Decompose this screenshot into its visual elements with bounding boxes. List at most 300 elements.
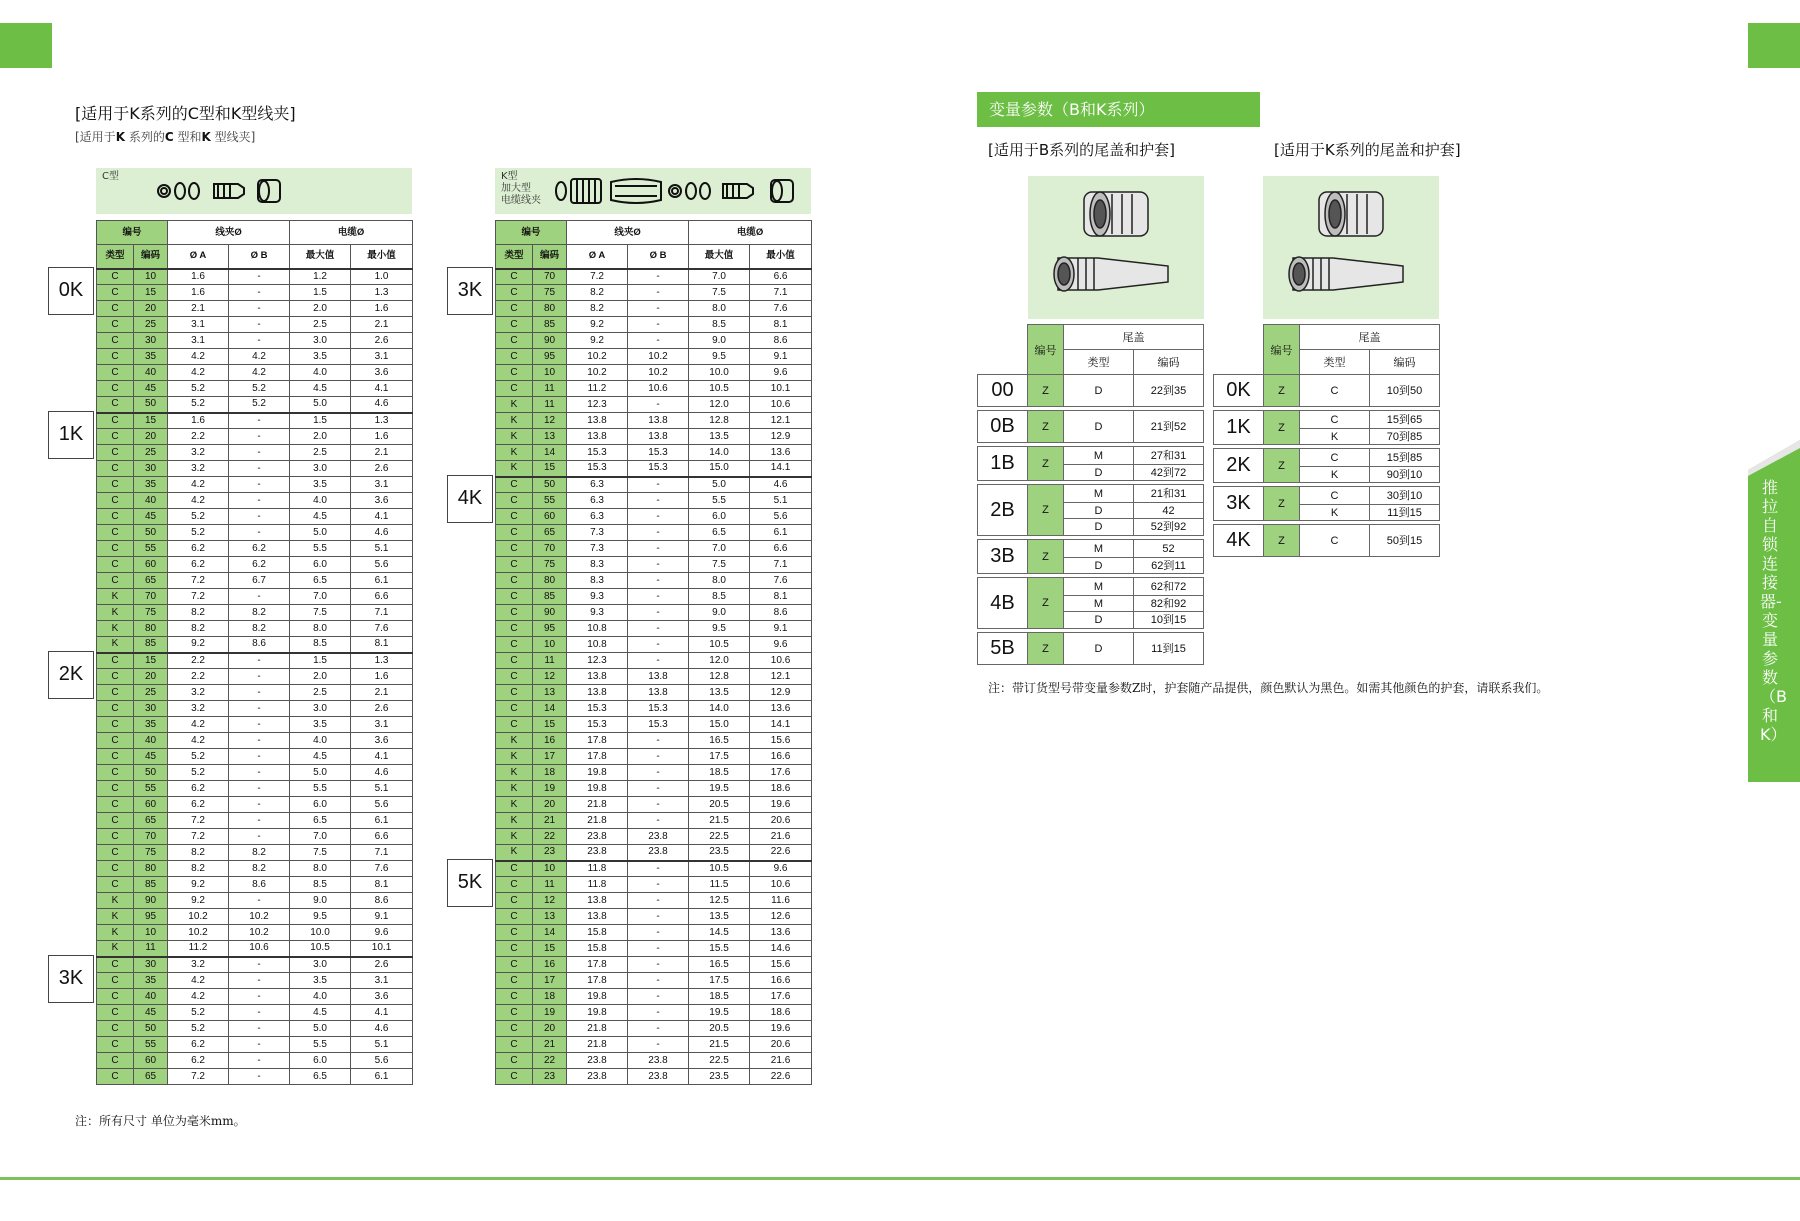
cell-min: 6.6 bbox=[351, 589, 413, 605]
cell-type: C bbox=[496, 269, 533, 285]
cell-phi-a: 5.2 bbox=[168, 525, 229, 541]
table-row bbox=[496, 877, 812, 893]
corner-accent-right bbox=[1748, 23, 1800, 68]
cell-type: C bbox=[97, 477, 134, 493]
cell-phi-b: - bbox=[628, 973, 689, 989]
cell-code: 15 bbox=[533, 461, 567, 477]
cell-min: 12.9 bbox=[750, 429, 812, 445]
cell-z: Z bbox=[1028, 447, 1064, 481]
cell-max: 10.0 bbox=[689, 365, 750, 381]
cell-max: 1.2 bbox=[290, 269, 351, 285]
header-end-cap: 尾盖 bbox=[1064, 325, 1204, 350]
cap-type-value: D bbox=[1064, 518, 1133, 534]
table-row bbox=[496, 749, 812, 765]
cell-phi-b: - bbox=[229, 589, 290, 605]
cell-min: 5.1 bbox=[750, 493, 812, 509]
cell-code: 85 bbox=[134, 637, 168, 653]
cell-min: 10.6 bbox=[750, 877, 812, 893]
cell-code: 50 bbox=[134, 525, 168, 541]
cell-min: 10.6 bbox=[750, 653, 812, 669]
cell-min: 10.1 bbox=[750, 381, 812, 397]
cell-min: 5.6 bbox=[351, 1053, 413, 1069]
cell-min: 10.6 bbox=[750, 397, 812, 413]
cell-phi-b: - bbox=[628, 813, 689, 829]
table-row bbox=[496, 893, 812, 909]
cell-code: 80 bbox=[134, 861, 168, 877]
cell-phi-a: 7.2 bbox=[168, 573, 229, 589]
cell-max: 6.0 bbox=[689, 509, 750, 525]
cell-code bbox=[1134, 447, 1204, 481]
cell-code: 21 bbox=[533, 813, 567, 829]
table-row bbox=[496, 957, 812, 973]
cell-phi-b: - bbox=[628, 653, 689, 669]
cell-min: 12.9 bbox=[750, 685, 812, 701]
cell-phi-b: - bbox=[229, 717, 290, 733]
cell-phi-b: - bbox=[628, 861, 689, 877]
header-code: 编码 bbox=[533, 245, 567, 269]
cell-phi-b: - bbox=[229, 461, 290, 477]
cell-phi-b: - bbox=[229, 1037, 290, 1053]
cell-phi-a: 15.3 bbox=[567, 445, 628, 461]
cell-type: K bbox=[496, 845, 533, 861]
side-tab-label: 推拉自锁连接器-变量参数（B和K） bbox=[1760, 478, 1787, 744]
cell-phi-b: 23.8 bbox=[628, 1069, 689, 1085]
cell-series-name: 1K bbox=[1214, 411, 1264, 445]
cell-type: C bbox=[97, 429, 134, 445]
table-row bbox=[97, 397, 413, 413]
cell-max: 1.5 bbox=[290, 285, 351, 301]
cell-code: 40 bbox=[134, 733, 168, 749]
cell-type: K bbox=[97, 893, 134, 909]
cell-max: 1.5 bbox=[290, 653, 351, 669]
cell-code: 12 bbox=[533, 893, 567, 909]
cell-phi-a: 4.2 bbox=[168, 989, 229, 1005]
cell-phi-b: 8.6 bbox=[229, 637, 290, 653]
cell-type: C bbox=[496, 669, 533, 685]
row-spacer bbox=[978, 665, 1204, 669]
cell-max: 6.5 bbox=[689, 525, 750, 541]
cell-phi-a: 15.3 bbox=[567, 717, 628, 733]
cap-type-value: D bbox=[1064, 502, 1133, 518]
cell-type: C bbox=[496, 541, 533, 557]
cap-type-value: K bbox=[1300, 466, 1369, 482]
cell-code: 70 bbox=[533, 269, 567, 285]
cell-phi-a: 17.8 bbox=[567, 733, 628, 749]
cell-phi-b: - bbox=[628, 1021, 689, 1037]
cell-code: 95 bbox=[134, 909, 168, 925]
table-row bbox=[97, 1069, 413, 1085]
cell-code: 10 bbox=[533, 861, 567, 877]
cell-type: C bbox=[97, 845, 134, 861]
cap-type-value: C bbox=[1330, 534, 1339, 547]
cell-phi-b: - bbox=[628, 317, 689, 333]
cell-max: 12.0 bbox=[689, 653, 750, 669]
cell-code: 40 bbox=[134, 365, 168, 381]
cap-type-value: D bbox=[1094, 642, 1103, 655]
cell-code: 30 bbox=[134, 701, 168, 717]
b-series-cap-table bbox=[977, 324, 1204, 669]
cell-max: 9.5 bbox=[290, 909, 351, 925]
cell-phi-a: 6.3 bbox=[567, 493, 628, 509]
cell-code: 50 bbox=[134, 1021, 168, 1037]
cap-type-value: M bbox=[1093, 449, 1104, 462]
cell-phi-a: 6.2 bbox=[168, 781, 229, 797]
cell-type bbox=[1300, 411, 1370, 445]
cell-series-name: 5B bbox=[978, 633, 1028, 665]
table-row bbox=[496, 861, 812, 877]
cell-phi-a: 21.8 bbox=[567, 813, 628, 829]
cell-min: 9.1 bbox=[750, 349, 812, 365]
table-row bbox=[496, 285, 812, 301]
table-row bbox=[496, 781, 812, 797]
cell-phi-a: 17.8 bbox=[567, 973, 628, 989]
cap-code-value: 50到15 bbox=[1386, 534, 1423, 547]
cell-z: Z bbox=[1028, 578, 1064, 629]
cell-code: 14 bbox=[533, 701, 567, 717]
cell-code: 15 bbox=[533, 941, 567, 957]
cell-code: 60 bbox=[533, 509, 567, 525]
table-row bbox=[97, 861, 413, 877]
cell-phi-a: 8.2 bbox=[567, 301, 628, 317]
cell-code: 50 bbox=[134, 765, 168, 781]
cell-max: 3.0 bbox=[290, 461, 351, 477]
table-row bbox=[496, 445, 812, 461]
table-row bbox=[496, 477, 812, 493]
cell-phi-b: - bbox=[229, 477, 290, 493]
cell-type: C bbox=[496, 909, 533, 925]
cell-min: 17.6 bbox=[750, 989, 812, 1005]
cell-type: K bbox=[496, 461, 533, 477]
cell-phi-a: 9.3 bbox=[567, 589, 628, 605]
cell-type bbox=[1064, 633, 1134, 665]
cell-max: 5.0 bbox=[290, 397, 351, 413]
group-label-5k: 5K bbox=[447, 859, 493, 907]
cell-type: C bbox=[496, 589, 533, 605]
table-row bbox=[496, 989, 812, 1005]
cell-code: 10 bbox=[134, 925, 168, 941]
cell-phi-a: 23.8 bbox=[567, 829, 628, 845]
cell-max: 4.0 bbox=[290, 493, 351, 509]
cell-phi-b: - bbox=[628, 909, 689, 925]
table-row bbox=[496, 813, 812, 829]
cap-type-value: K bbox=[1300, 504, 1369, 520]
k-series-cap-image bbox=[1263, 176, 1439, 319]
cap-type-value: D bbox=[1094, 384, 1103, 397]
cell-phi-b: - bbox=[229, 1005, 290, 1021]
cell-phi-a: 5.2 bbox=[168, 749, 229, 765]
cell-max: 10.5 bbox=[689, 637, 750, 653]
cell-min: 12.6 bbox=[750, 909, 812, 925]
cell-max: 2.0 bbox=[290, 669, 351, 685]
cell-phi-b: - bbox=[229, 989, 290, 1005]
table-row bbox=[97, 749, 413, 765]
cell-type: C bbox=[97, 285, 134, 301]
cell-phi-b: - bbox=[229, 1069, 290, 1085]
table-row bbox=[97, 1021, 413, 1037]
cell-max: 5.5 bbox=[689, 493, 750, 509]
cell-phi-a: 17.8 bbox=[567, 957, 628, 973]
cell-min: 6.1 bbox=[351, 813, 413, 829]
cell-max: 19.5 bbox=[689, 781, 750, 797]
cell-type: K bbox=[496, 813, 533, 829]
cell-phi-b: 6.2 bbox=[229, 541, 290, 557]
cell-phi-a: 2.2 bbox=[168, 429, 229, 445]
cell-phi-b: - bbox=[229, 701, 290, 717]
cell-min: 19.6 bbox=[750, 1021, 812, 1037]
cell-phi-b: - bbox=[628, 749, 689, 765]
cell-min: 3.1 bbox=[351, 717, 413, 733]
cell-code: 15 bbox=[134, 285, 168, 301]
cell-max: 19.5 bbox=[689, 1005, 750, 1021]
cell-max: 23.5 bbox=[689, 845, 750, 861]
cell-min: 7.1 bbox=[351, 605, 413, 621]
table-row bbox=[496, 621, 812, 637]
cell-phi-a: 8.2 bbox=[168, 621, 229, 637]
cell-min: 1.6 bbox=[351, 429, 413, 445]
cell-phi-b: - bbox=[229, 269, 290, 285]
cell-code: 18 bbox=[533, 989, 567, 1005]
cell-type: C bbox=[97, 269, 134, 285]
cap-type-value: D bbox=[1064, 557, 1133, 573]
table-row bbox=[97, 765, 413, 781]
cell-max: 15.0 bbox=[689, 717, 750, 733]
cell-min: 2.6 bbox=[351, 701, 413, 717]
header-min: 最小值 bbox=[351, 245, 413, 269]
cell-type: C bbox=[496, 1069, 533, 1085]
cell-min: 8.6 bbox=[351, 893, 413, 909]
header-type: 类型 bbox=[97, 245, 134, 269]
cell-min: 12.1 bbox=[750, 669, 812, 685]
cell-min: 2.1 bbox=[351, 685, 413, 701]
cell-phi-b: - bbox=[628, 1037, 689, 1053]
cell-phi-b: 10.6 bbox=[628, 381, 689, 397]
header-clamp-dia: 线夹Ø bbox=[168, 221, 290, 245]
cell-phi-a: 4.2 bbox=[168, 477, 229, 493]
cell-phi-a: 15.3 bbox=[567, 701, 628, 717]
cell-phi-a: 15.3 bbox=[567, 461, 628, 477]
table-row bbox=[97, 877, 413, 893]
cell-phi-a: 11.8 bbox=[567, 877, 628, 893]
table-row bbox=[1214, 449, 1440, 483]
cell-type: C bbox=[496, 717, 533, 733]
cell-code: 30 bbox=[134, 957, 168, 973]
cell-code: 17 bbox=[533, 749, 567, 765]
cell-type: C bbox=[496, 685, 533, 701]
table-row bbox=[496, 925, 812, 941]
header-bianhao: 编号 bbox=[1028, 325, 1064, 375]
table-row bbox=[1214, 487, 1440, 521]
table-row bbox=[97, 461, 413, 477]
header-code: 编码 bbox=[1370, 350, 1440, 375]
cell-phi-b: 13.8 bbox=[628, 669, 689, 685]
table-row bbox=[978, 485, 1204, 536]
table-row bbox=[97, 621, 413, 637]
cell-code: 45 bbox=[134, 1005, 168, 1021]
cell-series-name: 2K bbox=[1214, 449, 1264, 483]
k-series-subtitle: [适用于K系列的尾盖和护套] bbox=[1274, 141, 1461, 159]
cell-max: 4.5 bbox=[290, 381, 351, 397]
cap-code-value: 30到10 bbox=[1386, 489, 1423, 502]
cell-code: 19 bbox=[533, 1005, 567, 1021]
cell-type: K bbox=[496, 749, 533, 765]
cell-phi-a: 7.2 bbox=[168, 813, 229, 829]
cell-phi-a: 3.1 bbox=[168, 317, 229, 333]
cell-phi-a: 21.8 bbox=[567, 797, 628, 813]
cell-type bbox=[1064, 540, 1134, 574]
group-label-2k: 2K bbox=[48, 651, 94, 699]
cell-code: 20 bbox=[533, 1021, 567, 1037]
cell-type bbox=[1064, 578, 1134, 629]
cell-max: 8.5 bbox=[689, 317, 750, 333]
cell-phi-b: - bbox=[628, 269, 689, 285]
cell-max: 7.0 bbox=[290, 589, 351, 605]
cell-type: C bbox=[496, 701, 533, 717]
cell-max: 20.5 bbox=[689, 1021, 750, 1037]
cell-phi-b: - bbox=[628, 765, 689, 781]
cell-type bbox=[1300, 375, 1370, 407]
cell-code: 60 bbox=[134, 1053, 168, 1069]
cell-max: 3.5 bbox=[290, 973, 351, 989]
header-code: 编码 bbox=[1134, 350, 1204, 375]
cell-phi-b: 13.8 bbox=[628, 413, 689, 429]
table-row bbox=[978, 633, 1204, 665]
cell-type: C bbox=[496, 317, 533, 333]
cell-code: 50 bbox=[533, 477, 567, 493]
cell-type: C bbox=[496, 637, 533, 653]
cell-max: 12.5 bbox=[689, 893, 750, 909]
row-spacer bbox=[1214, 557, 1440, 561]
cell-code bbox=[1134, 540, 1204, 574]
cell-phi-a: 19.8 bbox=[567, 1005, 628, 1021]
table-row bbox=[97, 365, 413, 381]
cell-series-name: 0B bbox=[978, 411, 1028, 443]
cell-min: 1.3 bbox=[351, 653, 413, 669]
cell-code: 16 bbox=[533, 957, 567, 973]
cell-max: 6.5 bbox=[290, 1069, 351, 1085]
cell-type: C bbox=[97, 813, 134, 829]
cap-type-value: C bbox=[1330, 451, 1339, 464]
cell-min: 9.1 bbox=[351, 909, 413, 925]
cell-phi-a: 9.2 bbox=[168, 893, 229, 909]
k-type-clamp-panel: K型 加大型 电缆线夹 bbox=[495, 168, 811, 214]
cell-type: C bbox=[496, 557, 533, 573]
cell-code: 65 bbox=[134, 813, 168, 829]
cell-phi-b: - bbox=[229, 429, 290, 445]
table-row bbox=[496, 1053, 812, 1069]
cap-code-value: 52 bbox=[1162, 542, 1175, 555]
cell-max: 3.0 bbox=[290, 333, 351, 349]
table-row bbox=[97, 637, 413, 653]
cell-max: 3.5 bbox=[290, 349, 351, 365]
cell-max: 7.5 bbox=[290, 605, 351, 621]
cell-min: 4.6 bbox=[750, 477, 812, 493]
cell-type: C bbox=[496, 989, 533, 1005]
cell-type: C bbox=[496, 957, 533, 973]
cell-code: 65 bbox=[134, 1069, 168, 1085]
cell-min: 9.6 bbox=[750, 365, 812, 381]
cell-phi-b: 8.6 bbox=[229, 877, 290, 893]
cell-series-name: 3K bbox=[1214, 487, 1264, 521]
cell-code: 15 bbox=[134, 653, 168, 669]
cell-code: 85 bbox=[134, 877, 168, 893]
cell-code: 11 bbox=[533, 381, 567, 397]
cell-phi-b: - bbox=[229, 413, 290, 429]
cell-max: 3.0 bbox=[290, 957, 351, 973]
cap-type-value: M bbox=[1093, 542, 1104, 555]
cell-min: 3.6 bbox=[351, 493, 413, 509]
cell-phi-a: 10.8 bbox=[567, 621, 628, 637]
cell-max: 10.5 bbox=[689, 861, 750, 877]
cell-max: 6.0 bbox=[290, 1053, 351, 1069]
cap-code-value: 62和72 bbox=[1150, 581, 1187, 593]
cell-code: 35 bbox=[134, 973, 168, 989]
cell-phi-a: 23.8 bbox=[567, 1069, 628, 1085]
clamp-section-title: [适用于K系列的C型和K型线夹] bbox=[75, 104, 296, 123]
cell-phi-a: 23.8 bbox=[567, 1053, 628, 1069]
cell-min: 11.6 bbox=[750, 893, 812, 909]
cell-phi-a: 13.8 bbox=[567, 429, 628, 445]
cell-min: 21.6 bbox=[750, 829, 812, 845]
cell-code: 19 bbox=[533, 781, 567, 797]
cell-phi-a: 4.2 bbox=[168, 493, 229, 509]
table-row bbox=[97, 941, 413, 957]
cell-phi-a: 15.8 bbox=[567, 925, 628, 941]
cell-phi-b: 5.2 bbox=[229, 397, 290, 413]
cell-min: 2.6 bbox=[351, 461, 413, 477]
cell-z: Z bbox=[1028, 633, 1064, 665]
cell-type: C bbox=[97, 989, 134, 1005]
cell-phi-a: 5.2 bbox=[168, 509, 229, 525]
cell-code bbox=[1370, 411, 1440, 445]
cell-phi-a: 19.8 bbox=[567, 989, 628, 1005]
table-row bbox=[97, 429, 413, 445]
cell-phi-b: 10.2 bbox=[628, 349, 689, 365]
cell-min: 2.1 bbox=[351, 445, 413, 461]
clamp-table-2 bbox=[495, 220, 812, 1085]
cell-series-name: 4B bbox=[978, 578, 1028, 629]
cap-code-value: 82和92 bbox=[1134, 595, 1203, 611]
cell-type: K bbox=[496, 413, 533, 429]
cell-min: 12.1 bbox=[750, 413, 812, 429]
cell-type: C bbox=[97, 653, 134, 669]
cell-max: 2.5 bbox=[290, 685, 351, 701]
cell-code: 20 bbox=[134, 429, 168, 445]
cell-type: C bbox=[496, 333, 533, 349]
cell-min: 13.6 bbox=[750, 701, 812, 717]
table-row bbox=[1214, 411, 1440, 445]
header-bianhao: 编号 bbox=[1264, 325, 1300, 375]
cell-code bbox=[1134, 375, 1204, 407]
cell-type: C bbox=[97, 685, 134, 701]
cell-code: 25 bbox=[134, 685, 168, 701]
table-row bbox=[97, 973, 413, 989]
cell-min: 5.1 bbox=[351, 1037, 413, 1053]
cell-code: 22 bbox=[533, 829, 567, 845]
cell-code: 65 bbox=[134, 573, 168, 589]
cell-series-name: 0K bbox=[1214, 375, 1264, 407]
table-row bbox=[978, 447, 1204, 481]
cell-code: 70 bbox=[134, 829, 168, 845]
cell-code: 10 bbox=[533, 365, 567, 381]
cell-phi-b: - bbox=[229, 973, 290, 989]
table-row bbox=[496, 637, 812, 653]
cell-phi-b: - bbox=[229, 733, 290, 749]
table-row bbox=[496, 429, 812, 445]
b-series-subtitle: [适用于B系列的尾盖和护套] bbox=[988, 141, 1175, 159]
cell-phi-a: 3.2 bbox=[168, 957, 229, 973]
cell-code: 95 bbox=[533, 349, 567, 365]
cell-code: 75 bbox=[533, 285, 567, 301]
